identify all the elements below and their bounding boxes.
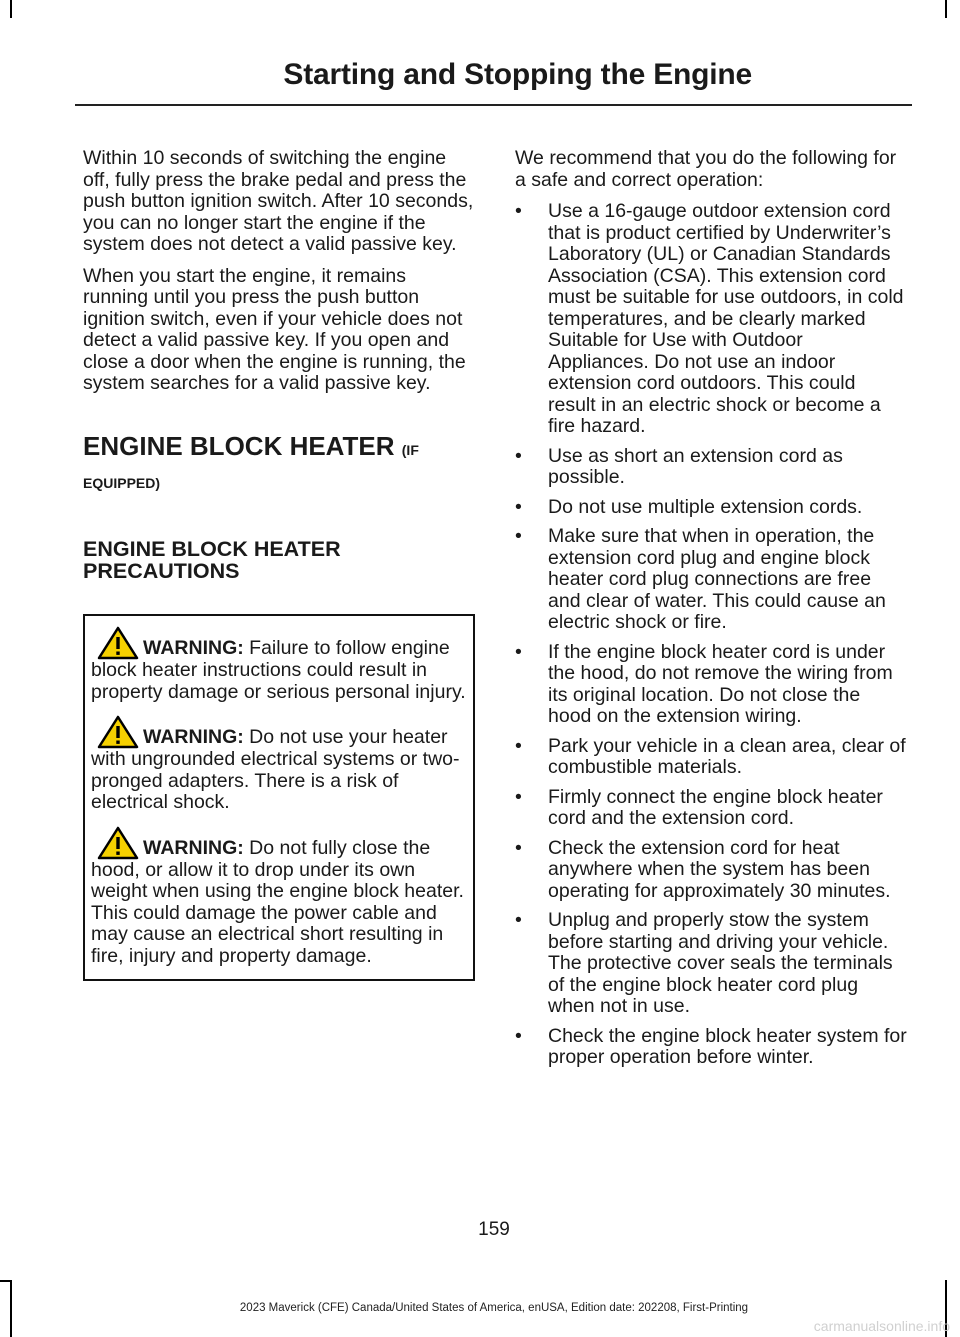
page-number: 159 xyxy=(478,1219,510,1240)
list-item: • Unplug and properly stow the system before starting and driving your vehicle. The protective cover seals the terminals of the engine block heater cord plug when not in use. xyxy=(515,910,907,1018)
crop-mark-top-left xyxy=(10,0,12,18)
warning-box xyxy=(83,614,475,981)
page-header-title: Starting and Stopping the Engine xyxy=(283,58,752,91)
list-item: • Use as short an extension cord as possible. xyxy=(515,446,907,489)
warning-label: WARNING: xyxy=(143,836,244,859)
section-heading xyxy=(83,431,475,465)
warning-text: Failure to follow engine block heater instructions could result in property damage or serious personal injury. xyxy=(91,637,466,703)
header-divider xyxy=(75,104,912,106)
section-heading-qualifier-cont: EQUIPPED) xyxy=(83,474,161,491)
left-column xyxy=(83,148,475,981)
warning-text: Do not use your heater with ungrounded electrical systems or two-pronged adapters. There is a risk of electrical shock. xyxy=(91,726,460,813)
warning-label: WARNING: xyxy=(143,726,244,748)
warning-text: Do not fully close the hood, or allow it to drop under its own weight when using the engine block heater. This could damage the power cable and may cause an electrical short resulting in fire, injury and property damage. xyxy=(91,836,464,967)
warning-label: WARNING: xyxy=(143,637,244,659)
paragraph: Within 10 seconds of switching the engine off, fully press the brake pedal and press the push button ignition switch. After 10 seconds, you can no longer start the engine if the system does not detect a valid passive key. xyxy=(83,147,474,255)
list-item: • Do not use multiple extension cords. xyxy=(515,497,907,519)
section-heading-qualifier: (IF xyxy=(401,441,419,458)
list-item: • Firmly connect the engine block heater cord and the extension cord. xyxy=(515,787,907,830)
edition-footer: 2023 Maverick (CFE) Canada/United States of America, enUSA, Edition date: 202208, First-Printing xyxy=(239,1302,749,1314)
warning-item xyxy=(91,715,467,814)
list-item: • Use a 16-gauge outdoor extension cord that is product certified by Underwriter’s Laboratory (UL) or Canadian Standards Association (CSA). This extension cord must be suitable for use outdoors, in cold temperatures, and be clearly marked Suitable for Use with Outdoor Appliances. Do not use an indoor extension cord outdoors. This could result in an electric shock or become a fire hazard. xyxy=(515,201,907,438)
warning-triangle-icon xyxy=(97,626,139,660)
warning-item xyxy=(91,626,467,703)
list-item: • Make sure that when in operation, the extension cord plug and engine block heater cord plug connections are free and clear of water. This could cause an electric shock or fire. xyxy=(515,526,907,634)
intro-paragraph: We recommend that you do the following for a safe and correct operation: xyxy=(515,147,897,191)
crop-mark-bottom-left-h xyxy=(0,1280,12,1282)
section-heading-text: ENGINE BLOCK HEATER xyxy=(83,430,395,461)
paragraph: When you start the engine, it remains running until you press the push button ignition switch, even if your vehicle does not detect a valid passive key. If you open and close a door when the engine is running, the system searches for a valid passive key. xyxy=(83,264,466,394)
warning-triangle-icon xyxy=(97,715,139,749)
recommendation-list xyxy=(515,201,907,1069)
crop-mark-top-right xyxy=(945,0,947,18)
watermark: carmanualsonline.info xyxy=(813,1318,950,1334)
list-item: • Check the engine block heater system for proper operation before winter. xyxy=(515,1026,907,1069)
warning-item xyxy=(91,826,467,968)
list-item: • If the engine block heater cord is under the hood, do not remove the wiring from its original location. Do not close the hood on the extension wiring. xyxy=(515,642,907,728)
list-item: • Park your vehicle in a clean area, clear of combustible materials. xyxy=(515,736,907,779)
right-column xyxy=(515,148,907,1077)
warning-triangle-icon xyxy=(97,826,139,860)
list-item: • Check the extension cord for heat anywhere when the system has been operating for approximately 30 minutes. xyxy=(515,838,907,903)
subsection-heading: ENGINE BLOCK HEATER PRECAUTIONS xyxy=(83,537,341,583)
